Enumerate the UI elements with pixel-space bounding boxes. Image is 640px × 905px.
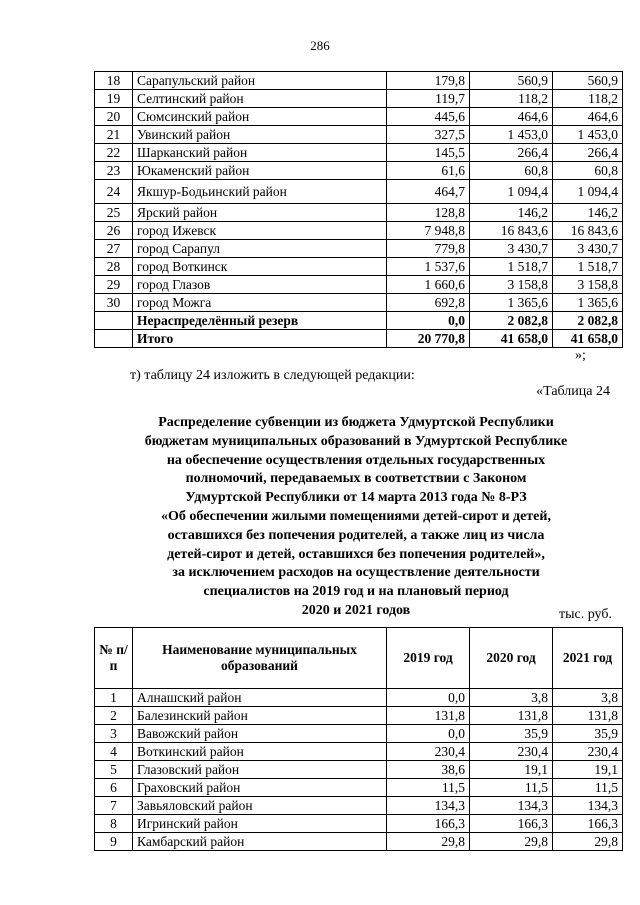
municipality-name: город Сарапул: [133, 240, 387, 258]
value-2020: 3,8: [470, 689, 553, 707]
value-2020: 19,1: [470, 761, 553, 779]
value-2020: 3 430,7: [470, 240, 553, 258]
units-label: тыс. руб.: [559, 607, 612, 622]
value-2020: 464,6: [470, 108, 553, 126]
row-number: 25: [95, 204, 133, 222]
table-title: [96, 414, 616, 621]
value-2020: 131,8: [470, 707, 553, 725]
value-2019: 11,5: [387, 779, 470, 797]
title-line: детей-сирот и детей, оставшихся без попечения родителей»,: [167, 546, 545, 562]
table-row: [95, 779, 623, 797]
row-number: 30: [95, 294, 133, 312]
header-number: № п/п: [95, 628, 133, 689]
distribution-table-continued: [94, 71, 623, 348]
value-2019: 327,5: [387, 126, 470, 144]
value-2020: 11,5: [470, 779, 553, 797]
value-2020: 29,8: [470, 833, 553, 851]
value-2020: 1 094,4: [470, 180, 553, 204]
value-2019: 779,8: [387, 240, 470, 258]
row-number: 3: [95, 725, 133, 743]
table-row: [95, 258, 623, 276]
value-2021: 3 158,8: [553, 276, 623, 294]
row-number: 19: [95, 90, 133, 108]
reserve-label: Нераспределённый резерв: [133, 312, 387, 330]
table-row: [95, 162, 623, 180]
table-row: [95, 204, 623, 222]
row-number: 1: [95, 689, 133, 707]
title-line: Распределение субвенции из бюджета Удмуртской Республики: [158, 415, 554, 430]
table-row: [95, 833, 623, 851]
table-label: «Таблица 24: [536, 384, 610, 399]
title-line: бюджетам муниципальных образований в Удмуртской Республике: [144, 433, 568, 449]
row-number: 21: [95, 126, 133, 144]
reserve-2019: 0,0: [387, 312, 470, 330]
reserve-2020: 2 082,8: [470, 312, 553, 330]
value-2021: 11,5: [553, 779, 623, 797]
municipality-name: Сюмсинский район: [133, 108, 387, 126]
header-2020: 2020 год: [470, 628, 553, 689]
table-row: [95, 108, 623, 126]
title-line: Удмуртской Республики от 14 марта 2013 года № 8-РЗ: [185, 490, 527, 506]
value-2021: 35,9: [553, 725, 623, 743]
value-2021: 1 094,4: [553, 180, 623, 204]
municipality-name: Игринский район: [133, 815, 387, 833]
value-2019: 134,3: [387, 797, 470, 815]
row-number: 5: [95, 761, 133, 779]
value-2020: 60,8: [470, 162, 553, 180]
row-number: 2: [95, 707, 133, 725]
value-2020: 16 843,6: [470, 222, 553, 240]
municipality-name: Воткинский район: [133, 743, 387, 761]
value-2019: 445,6: [387, 108, 470, 126]
title-line: за исключением расходов на осуществление деятельности: [172, 565, 540, 581]
value-2021: 230,4: [553, 743, 623, 761]
row-number: 22: [95, 144, 133, 162]
value-2021: 3 430,7: [553, 240, 623, 258]
value-2021: 146,2: [553, 204, 623, 222]
municipality-name: Селтинский район: [133, 90, 387, 108]
row-number: 23: [95, 162, 133, 180]
value-2020: 1 518,7: [470, 258, 553, 276]
value-2020: 3 158,8: [470, 276, 553, 294]
value-2019: 464,7: [387, 180, 470, 204]
municipality-name: Алнашский район: [133, 689, 387, 707]
value-2020: 560,9: [470, 72, 553, 90]
total-label: Итого: [133, 330, 387, 348]
amendment-item-text: т) таблицу 24 изложить в следующей редакции:: [130, 368, 415, 383]
value-2021: 1 365,6: [553, 294, 623, 312]
municipality-name: Увинский район: [133, 126, 387, 144]
value-2019: 38,6: [387, 761, 470, 779]
municipality-name: Граховский район: [133, 779, 387, 797]
header-2019: 2019 год: [387, 628, 470, 689]
table-row: [95, 126, 623, 144]
empty-cell: [95, 330, 133, 348]
value-2019: 61,6: [387, 162, 470, 180]
value-2020: 1 365,6: [470, 294, 553, 312]
title-line: 2020 и 2021 годов: [301, 602, 411, 618]
value-2021: 16 843,6: [553, 222, 623, 240]
municipality-name: Глазовский район: [133, 761, 387, 779]
value-2021: 166,3: [553, 815, 623, 833]
value-2020: 118,2: [470, 90, 553, 108]
value-2020: 166,3: [470, 815, 553, 833]
municipality-name: Юкаменский район: [133, 162, 387, 180]
row-number: 8: [95, 815, 133, 833]
row-number: 27: [95, 240, 133, 258]
value-2021: 60,8: [553, 162, 623, 180]
value-2021: 464,6: [553, 108, 623, 126]
municipality-name: город Можга: [133, 294, 387, 312]
municipality-name: город Глазов: [133, 276, 387, 294]
value-2021: 1 518,7: [553, 258, 623, 276]
value-2019: 1 537,6: [387, 258, 470, 276]
table-row: [95, 761, 623, 779]
table-row: [95, 815, 623, 833]
value-2020: 134,3: [470, 797, 553, 815]
title-line: оставшихся без попечения родителей, а также лиц из числа: [167, 527, 545, 543]
value-2019: 179,8: [387, 72, 470, 90]
row-number: 24: [95, 180, 133, 204]
header-2021: 2021 год: [553, 628, 623, 689]
value-2019: 145,5: [387, 144, 470, 162]
row-number: 28: [95, 258, 133, 276]
value-2019: 230,4: [387, 743, 470, 761]
value-2020: 35,9: [470, 725, 553, 743]
row-number: 4: [95, 743, 133, 761]
table-row: [95, 725, 623, 743]
table-row: [95, 797, 623, 815]
total-2019: 20 770,8: [387, 330, 470, 348]
value-2021: 560,9: [553, 72, 623, 90]
value-2021: 3,8: [553, 689, 623, 707]
table-row: [95, 294, 623, 312]
table-row: [95, 144, 623, 162]
value-2019: 166,3: [387, 815, 470, 833]
page-number: 286: [310, 38, 330, 53]
total-2020: 41 658,0: [470, 330, 553, 348]
municipality-name: Якшур-Бодьинский район: [133, 180, 387, 204]
table-row: [95, 743, 623, 761]
value-2021: 1 453,0: [553, 126, 623, 144]
title-line: на обеспечение осуществления отдельных государственных: [166, 452, 546, 468]
empty-cell: [95, 312, 133, 330]
municipality-name: Завьяловский район: [133, 797, 387, 815]
value-2019: 0,0: [387, 725, 470, 743]
municipality-name: город Ижевск: [133, 222, 387, 240]
value-2021: 266,4: [553, 144, 623, 162]
municipality-name: Ярский район: [133, 204, 387, 222]
row-number: 20: [95, 108, 133, 126]
value-2021: 118,2: [553, 90, 623, 108]
table-row: [95, 707, 623, 725]
title-line: полномочий, передаваемых в соответствии с Законом: [185, 471, 527, 487]
municipality-name: Балезинский район: [133, 707, 387, 725]
value-2021: 19,1: [553, 761, 623, 779]
subvention-distribution-table: [94, 627, 623, 851]
table-row: [95, 689, 623, 707]
total-row: [95, 330, 623, 348]
value-2020: 230,4: [470, 743, 553, 761]
value-2020: 146,2: [470, 204, 553, 222]
municipality-name: Вавожский район: [133, 725, 387, 743]
table-row: [95, 222, 623, 240]
municipality-name: Сарапульский район: [133, 72, 387, 90]
municipality-name: город Воткинск: [133, 258, 387, 276]
row-number: 29: [95, 276, 133, 294]
value-2019: 119,7: [387, 90, 470, 108]
value-2021: 131,8: [553, 707, 623, 725]
table-row: [95, 180, 623, 204]
municipality-name: Шарканский район: [133, 144, 387, 162]
value-2019: 131,8: [387, 707, 470, 725]
reserve-2021: 2 082,8: [553, 312, 623, 330]
table-row: [95, 240, 623, 258]
table-row: [95, 90, 623, 108]
value-2019: 692,8: [387, 294, 470, 312]
value-2019: 1 660,6: [387, 276, 470, 294]
title-line: специалистов на 2019 год и на плановый период: [203, 584, 509, 600]
value-2019: 7 948,8: [387, 222, 470, 240]
header-municipality: Наименование муниципальных образований: [133, 628, 387, 689]
value-2021: 29,8: [553, 833, 623, 851]
value-2019: 0,0: [387, 689, 470, 707]
table-row: [95, 72, 623, 90]
table-row: [95, 276, 623, 294]
closing-quote-mark: »;: [575, 348, 586, 363]
value-2021: 134,3: [553, 797, 623, 815]
value-2019: 128,8: [387, 204, 470, 222]
total-2021: 41 658,0: [553, 330, 623, 348]
row-number: 6: [95, 779, 133, 797]
row-number: 26: [95, 222, 133, 240]
value-2020: 1 453,0: [470, 126, 553, 144]
value-2020: 266,4: [470, 144, 553, 162]
row-number: 9: [95, 833, 133, 851]
value-2019: 29,8: [387, 833, 470, 851]
reserve-row: [95, 312, 623, 330]
municipality-name: Камбарский район: [133, 833, 387, 851]
table-header-row: [95, 628, 623, 689]
row-number: 7: [95, 797, 133, 815]
row-number: 18: [95, 72, 133, 90]
title-line: «Об обеспечении жилыми помещениями детей-сирот и детей,: [161, 508, 551, 524]
